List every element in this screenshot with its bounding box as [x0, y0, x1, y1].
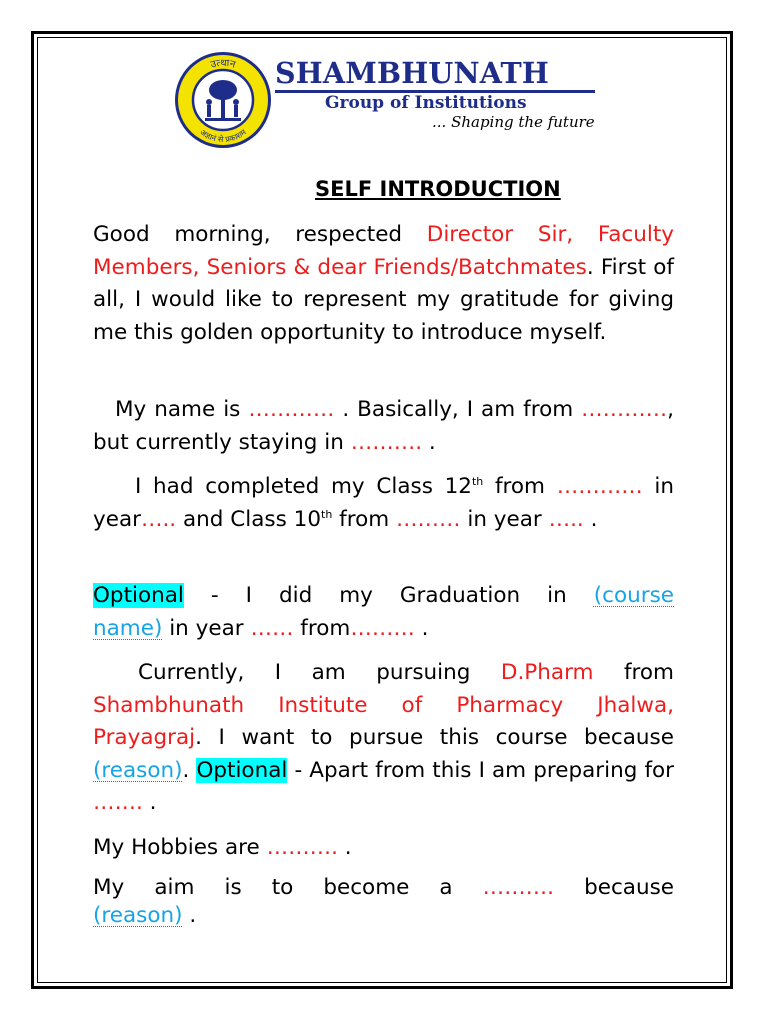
institution-seal-logo — [173, 50, 273, 150]
brand-tagline: ... Shaping the future — [432, 113, 595, 131]
reason-placeholder: (reason) — [93, 757, 183, 783]
class12-year-blank: ….. — [140, 506, 177, 532]
class10-school-blank: ……… — [396, 506, 461, 532]
current-city-blank: ………. — [350, 429, 423, 455]
greeting-paragraph: Good morning, respected Director Sir, Faculty Members, Seniors & dear Friends/Batchmates. First of all, I would like to represent my gratitude for giving me this golden opportunity to introduce myself. — [93, 222, 674, 345]
brand-subtitle: Group of Institutions — [325, 93, 527, 113]
optional-highlight: Optional — [93, 583, 184, 608]
hobbies-blank: ………. — [266, 835, 338, 860]
document-title: SELF INTRODUCTION — [315, 177, 561, 201]
audience-text: Director Sir, Faculty Members, Seniors & dear Friends/Batchmates — [93, 222, 674, 280]
hometown-blank: ………… — [581, 397, 668, 422]
schooling-paragraph: I had completed my Class 12th from ………… in year….. and Class 10th from ……… in year ….. . — [93, 474, 675, 532]
graduation-year-blank: …… — [250, 615, 294, 641]
course-text: D.Pharm — [500, 660, 594, 685]
hobbies-paragraph: My Hobbies are ………. . — [93, 835, 352, 860]
institute-name: Shambhunath Institute of Pharmacy Jhalwa, Prayagraj — [93, 692, 674, 751]
class12-school-blank: ………… — [556, 474, 643, 499]
name-paragraph: My name is ………… . Basically, I am from …………, but currently staying in ………. . — [93, 397, 674, 455]
graduation-college-blank: ……… — [350, 615, 415, 641]
logo-text-bottom: अज्ञानं से प्रकाशम — [198, 127, 248, 145]
aim-blank: ………. — [482, 875, 555, 900]
current-study-paragraph: Currently, I am pursuing D.Pharm from Shambhunath Institute of Pharmacy Jhalwa, Prayagraj. I want to pursue this course because (reason). Optional - Apart from this I am preparing for ……. . — [93, 660, 675, 816]
class10-year-blank: ….. — [548, 506, 584, 532]
course-name-placeholder: (course — [593, 583, 674, 608]
name-blank: ………… — [248, 397, 335, 422]
logo-text-top: उत्थान — [209, 57, 237, 71]
reason-placeholder: (reason) — [93, 903, 183, 928]
graduation-paragraph: Optional - I did my Graduation in (course name) in year …… from……… . — [93, 583, 674, 641]
brand-name: SHAMBHUNATH — [275, 56, 549, 90]
optional-highlight: Optional — [196, 757, 288, 783]
preparing-for-blank: ……. — [93, 790, 143, 816]
aim-paragraph: My aim is to become a ………. because (reason) . — [93, 875, 674, 928]
